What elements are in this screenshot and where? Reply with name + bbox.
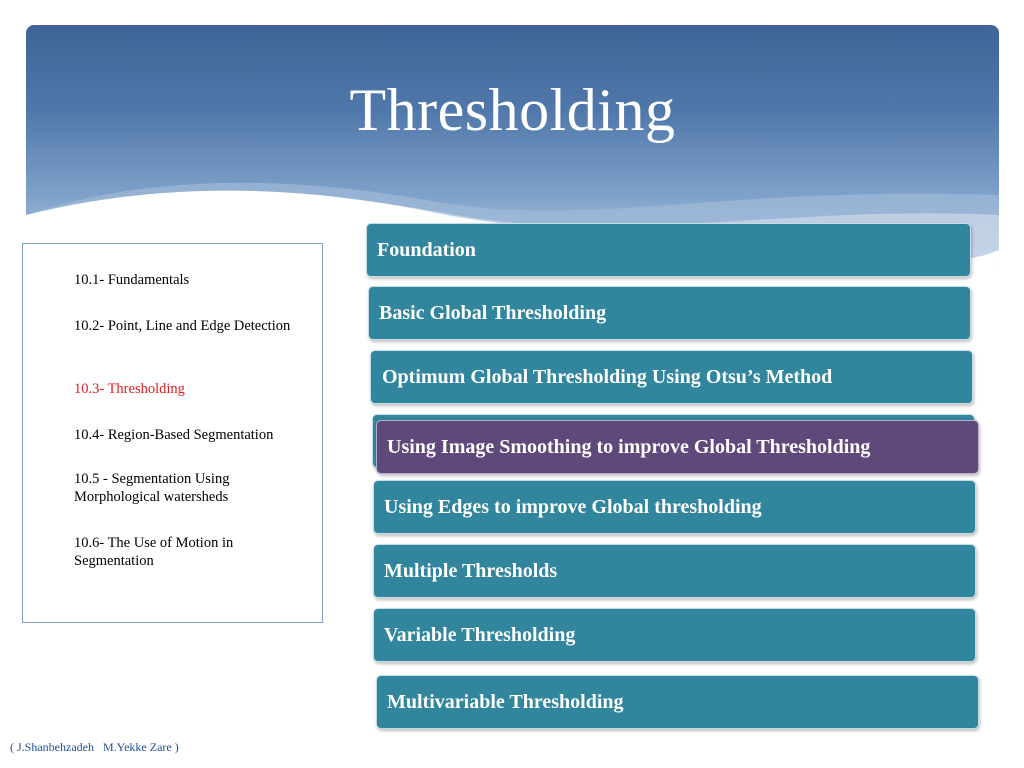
footer-credit: ( J.Shanbehzadeh M.Yekke Zare ) xyxy=(10,740,179,754)
slide-title: Thresholding xyxy=(349,77,676,143)
topic-multivariable[interactable]: Multivariable Thresholding xyxy=(376,675,979,729)
toc-item-region-based[interactable]: 10.4- Region-Based Segmentation xyxy=(74,427,274,443)
toc-item-point-line-edge[interactable]: 10.2- Point, Line and Edge Detection xyxy=(74,318,291,334)
toc-item-fundamentals[interactable]: 10.1- Fundamentals xyxy=(74,272,190,288)
topic-image-smoothing[interactable]: Using Image Smoothing to improve Global Thresholding xyxy=(376,420,979,474)
topic-variable[interactable]: Variable Thresholding xyxy=(373,608,976,662)
topic-otsu[interactable]: Optimum Global Thresholding Using Otsu’s Method xyxy=(370,350,973,404)
toc-item-watersheds[interactable]: 10.5 - Segmentation Using Morphological watersheds xyxy=(74,471,230,505)
toc-item-thresholding[interactable]: 10.3- Thresholding xyxy=(74,381,185,397)
topic-foundation[interactable]: Foundation xyxy=(366,223,971,277)
toc-item-motion[interactable]: 10.6- The Use of Motion in Segmentation xyxy=(74,535,234,569)
topic-multiple-thresholds[interactable]: Multiple Thresholds xyxy=(373,544,976,598)
topic-edges[interactable]: Using Edges to improve Global thresholding xyxy=(373,480,976,534)
table-of-contents xyxy=(22,243,323,623)
topic-basic-global[interactable]: Basic Global Thresholding xyxy=(368,286,971,340)
